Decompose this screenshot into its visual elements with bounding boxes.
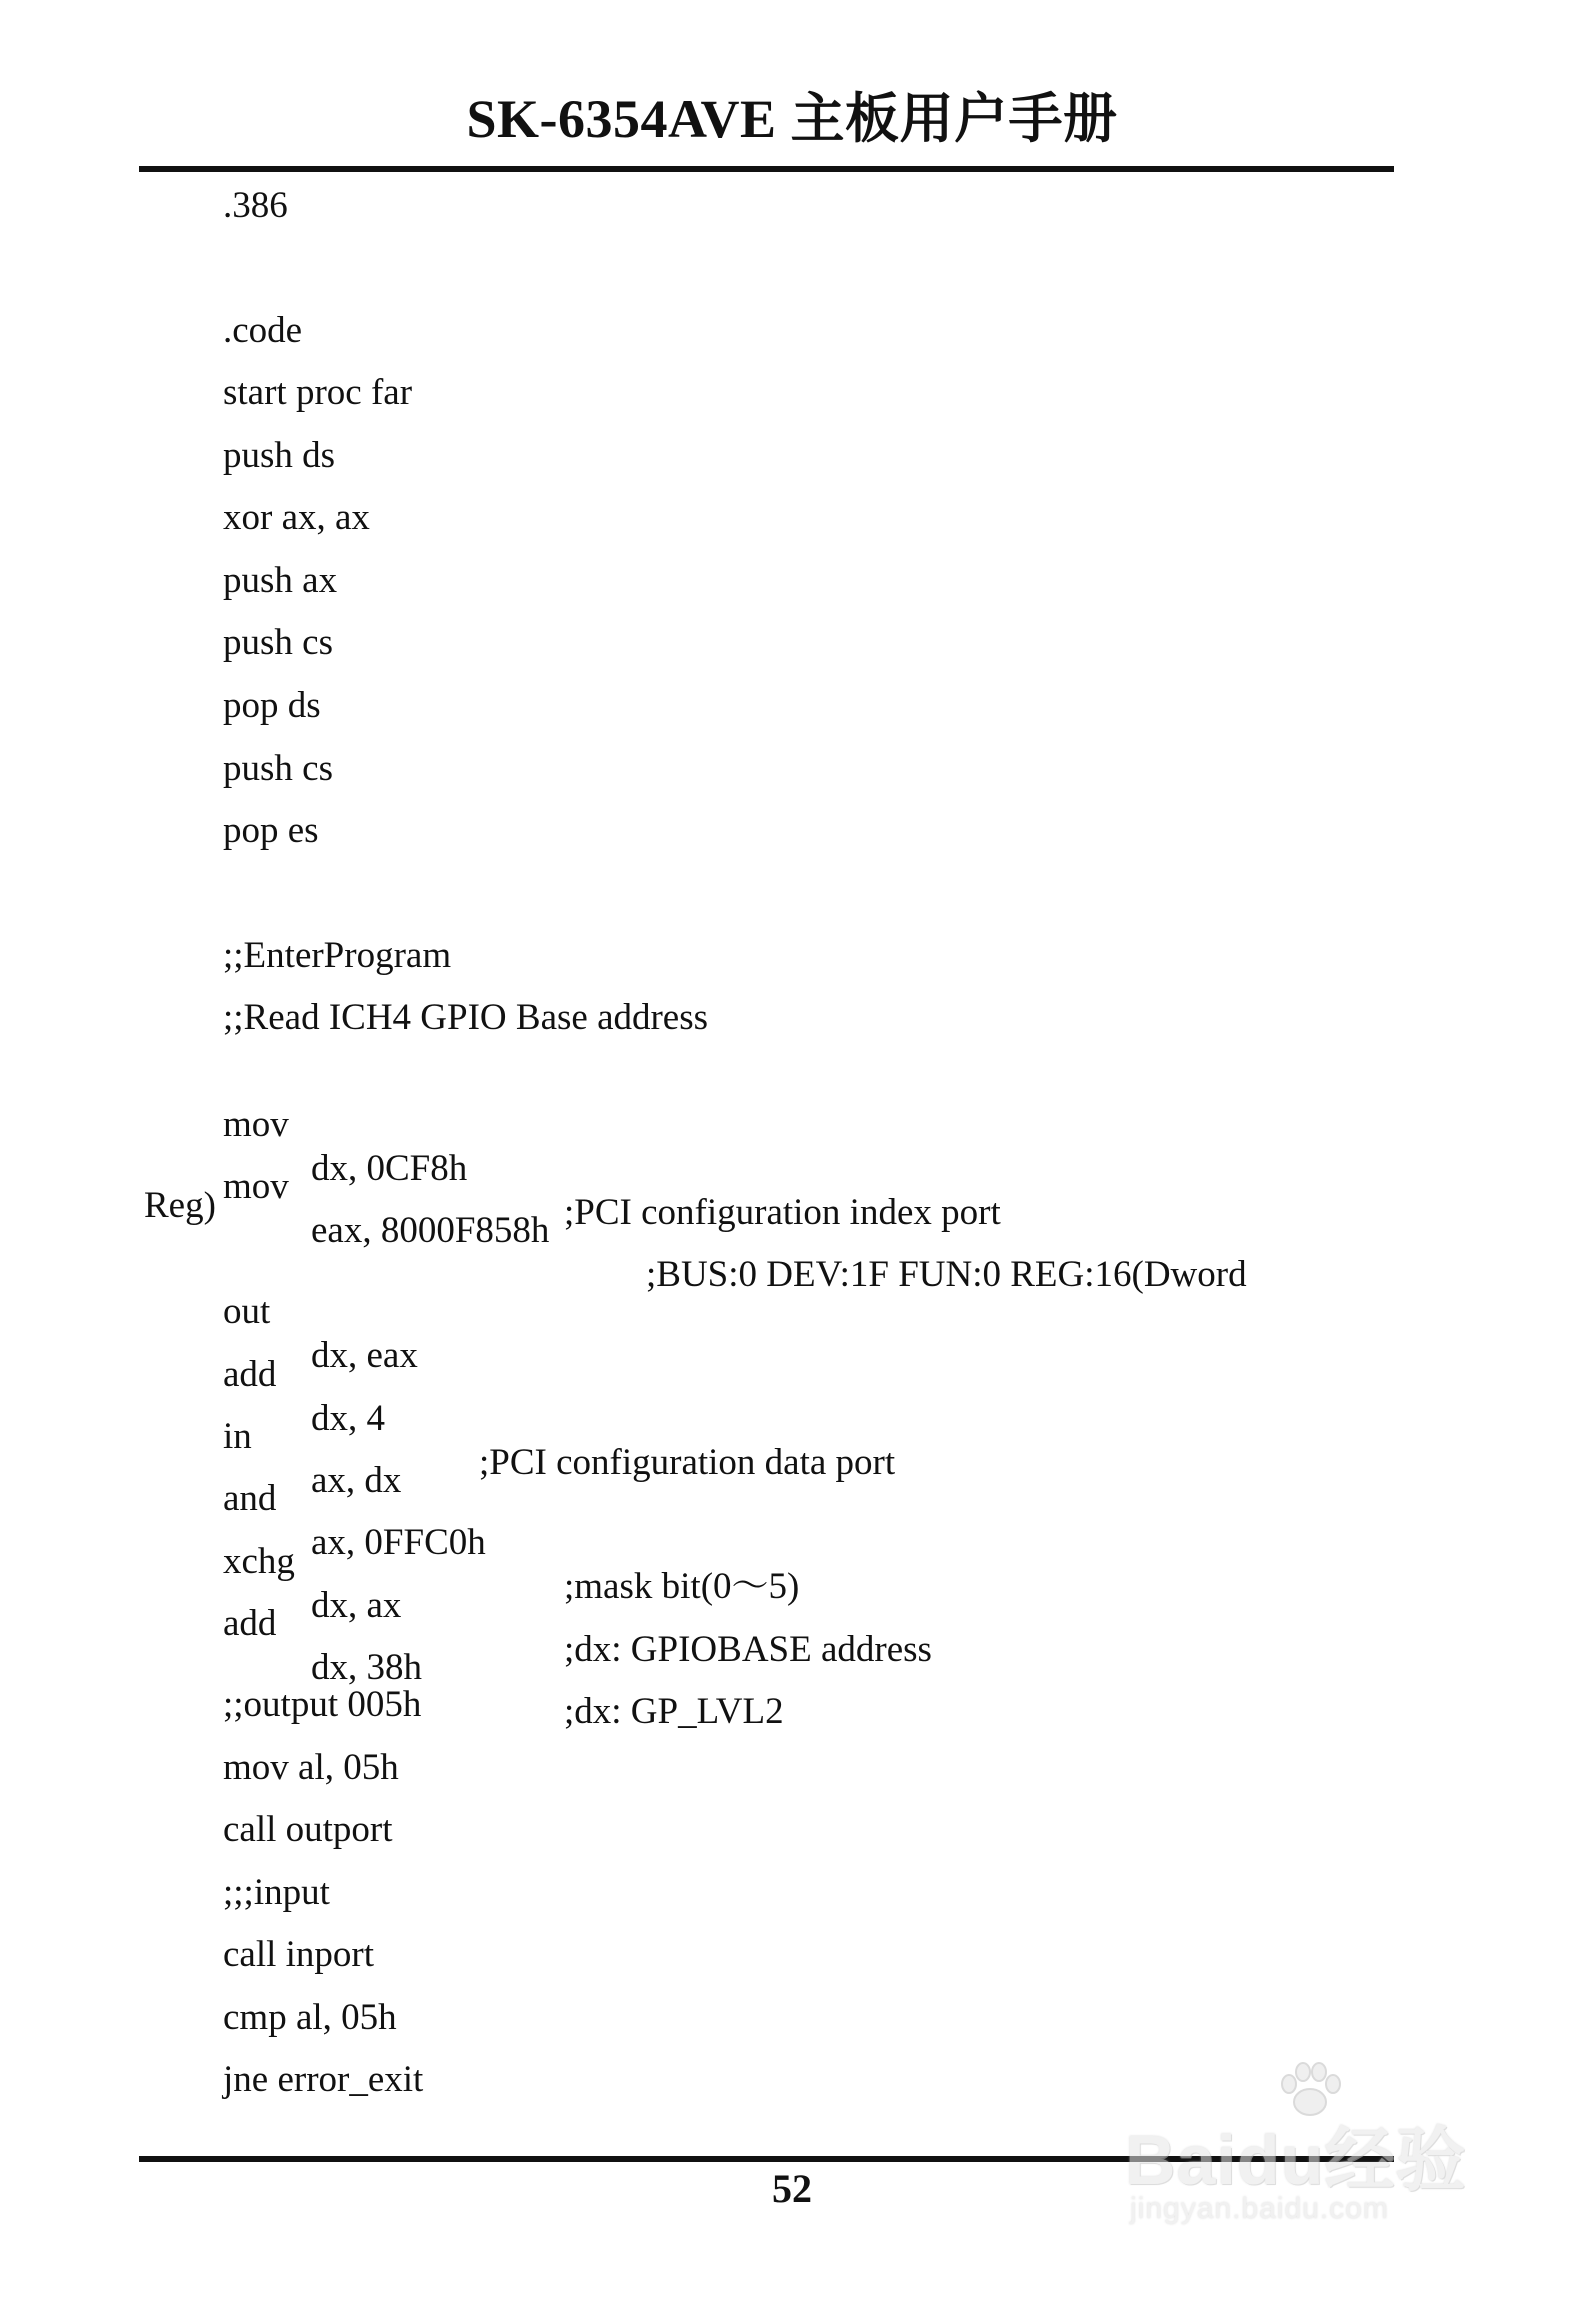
instruction-comment: ;BUS:0 DEV:1F FUN:0 REG:16(Dword [646,1254,1247,1295]
instruction-operands: dx, 4 [311,1398,385,1439]
instruction-opcode: out [223,1291,271,1332]
instruction-operands: ax, dx [311,1460,402,1501]
code-wrapped-line: Reg) [144,1185,216,1226]
code-line: mov al, 05h [223,1747,399,1788]
instruction-comment: ;mask bit(0～5) [564,1566,800,1607]
code-comment-line: ;;output 005h [223,1684,422,1725]
instruction-opcode: mov [223,1104,289,1145]
instruction-opcode: add [223,1354,277,1395]
baidu-watermark [1125,2060,1485,2225]
code-comment-line: ;;EnterProgram [223,935,452,976]
instruction-opcode: add [223,1603,277,1644]
code-line: .code [223,310,303,351]
instruction-operands: dx, 38h [311,1647,422,1688]
code-line: start proc far [223,372,413,413]
code-line: push ds [223,435,336,476]
instruction-operands: dx, eax [311,1335,418,1376]
instruction-operands: dx, ax [311,1585,402,1626]
code-line: cmp al, 05h [223,1997,397,2038]
code-line: .386 [223,185,288,226]
watermark-logo: Baidu经验 [1125,2121,1467,2199]
instruction-operands: dx, 0CF8h [311,1148,468,1189]
instruction-comment: ;dx: GP_LVL2 [564,1691,784,1732]
instruction-opcode: in [223,1416,252,1457]
code-line: call inport [223,1934,375,1975]
code-line: xor ax, ax [223,497,370,538]
watermark-url: jingyan.baidu.com [1130,2192,1389,2225]
code-comment-line: ;;Read ICH4 GPIO Base address [223,997,709,1038]
code-line: push ax [223,560,338,601]
code-comment-line: ;;;input [223,1872,330,1913]
instruction-comment: ;PCI configuration index port [564,1192,1001,1233]
code-line: push cs [223,622,333,663]
code-line: pop es [223,810,319,851]
instruction-opcode: mov [223,1166,289,1207]
code-line: call outport [223,1809,393,1850]
page-header-title: SK-6354AVE 主板用户手册 [466,89,1118,149]
instruction-operands: eax, 8000F858h [311,1210,550,1251]
instruction-opcode: xchg [223,1541,295,1582]
instruction-comment: ;PCI configuration data port [479,1442,896,1483]
instruction-operands: ax, 0FFC0h [311,1522,486,1563]
instruction-opcode: and [223,1478,277,1519]
code-line: jne error_exit [223,2059,424,2100]
page-number: 52 [772,2166,812,2211]
instruction-comment: ;dx: GPIOBASE address [564,1629,932,1670]
code-line: pop ds [223,685,321,726]
code-line: push cs [223,748,333,789]
